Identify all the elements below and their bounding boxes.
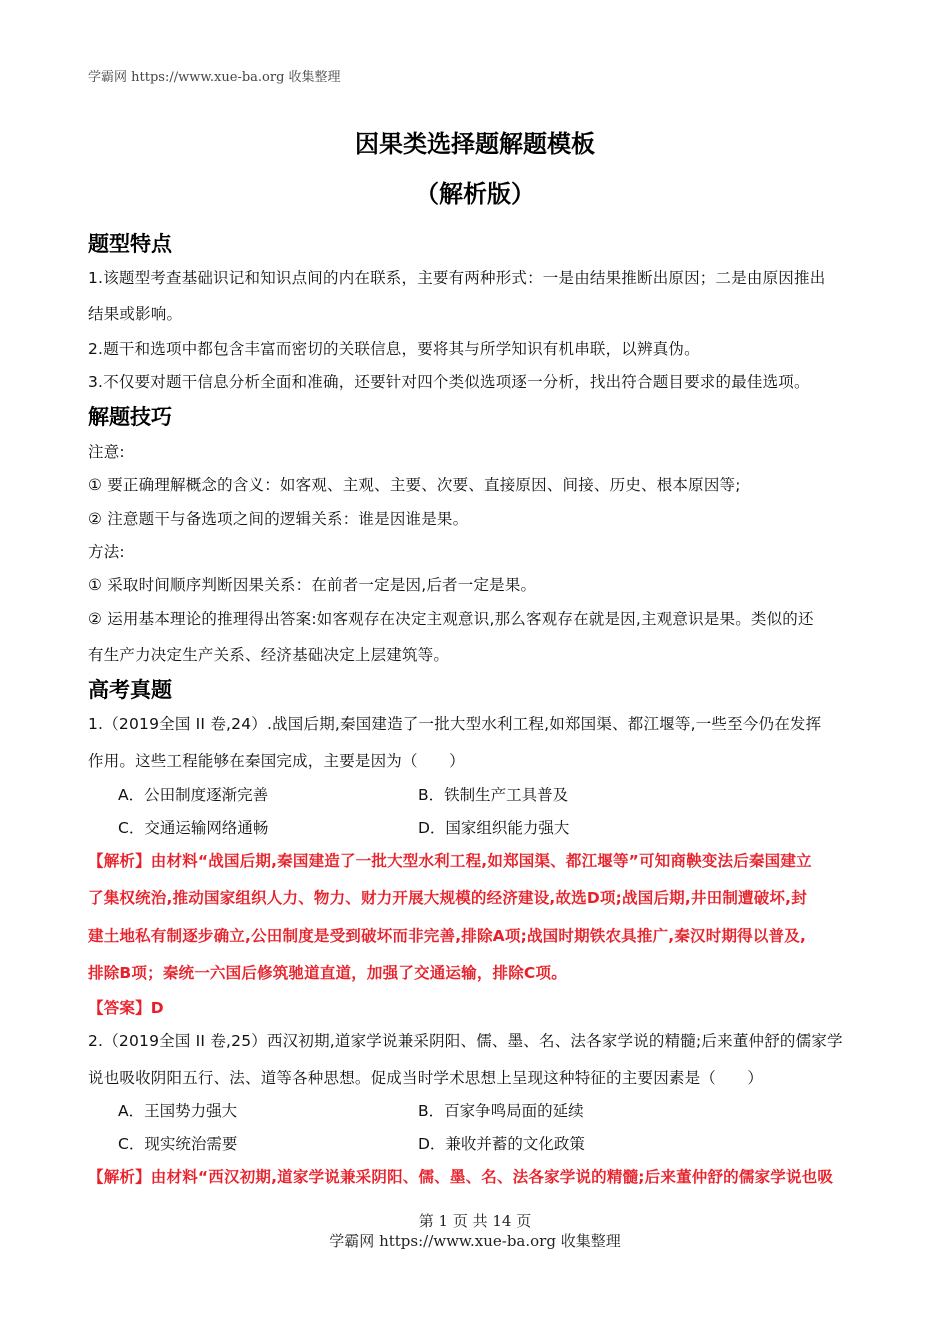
paragraph-line: ① 采取时间顺序判断因果关系：在前者一定是因,后者一定是果。 [88,576,537,594]
question-1-option-c: C．交通运输网络通畅 [118,819,269,837]
question-1-stem: 作用。这些工程能够在秦国完成，主要是因为（ ） [88,752,465,770]
section-heading-exam-questions: 高考真题 [88,678,172,702]
paragraph-line: 结果或影响。 [88,305,183,323]
question-1-analysis: 了集权统治,推动国家组织人力、物力、财力开展大规模的经济建设,故选D项;战国后期,井田制遭破坏,封 [88,889,807,907]
section-heading-features: 题型特点 [88,232,172,256]
question-1-stem: 1.（2019全国 II 卷,24）.战国后期,秦国建造了一批大型水利工程,如郑国渠、都江堰等,一些至今仍在发挥 [88,715,822,733]
question-2-option-a: A．王国势力强大 [118,1102,238,1120]
paragraph-line: 3.不仅要对题干信息分析全面和准确，还要针对四个类似选项逐一分析，找出符合题目要求的最佳选项。 [88,373,810,391]
footer-source-note: 学霸网 https://www.xue-ba.org 收集整理 [329,1232,621,1250]
page-subtitle: （解析版） [415,180,535,208]
question-1-analysis: 【解析】由材料“战国后期,秦国建造了一批大型水利工程,如郑国渠、都江堰等”可知商鞅变法后秦国建立 [88,852,812,870]
paragraph-line: 1.该题型考查基础识记和知识点间的内在联系，主要有两种形式：一是由结果推断出原因；二是由原因推出 [88,269,826,287]
question-2-option-c: C．现实统治需要 [118,1135,238,1153]
question-1-option-d: D．国家组织能力强大 [418,819,570,837]
paragraph-line: 2.题干和选项中都包含丰富而密切的关联信息，要将其与所学知识有机串联，以辨真伪。 [88,340,700,358]
paragraph-line: ② 注意题干与备选项之间的逻辑关系：谁是因谁是果。 [88,510,469,528]
paragraph-line: ① 要正确理解概念的含义：如客观、主观、主要、次要、直接原因、间接、历史、根本原因等; [88,476,741,494]
page-title: 因果类选择题解题模板 [355,130,595,158]
paragraph-line: 方法: [88,543,125,561]
question-2-option-b: B．百家争鸣局面的延续 [418,1102,584,1120]
paragraph-line: 注意: [88,443,125,461]
question-2-stem: 说也吸收阴阳五行、法、道等各种思想。促成当时学术思想上呈现这种特征的主要因素是（ ） [88,1069,764,1087]
question-2-analysis: 【解析】由材料“西汉初期,道家学说兼采阴阳、儒、墨、名、法各家学说的精髓;后来董仲舒的儒家学说也吸 [88,1168,834,1186]
section-heading-techniques: 解题技巧 [88,405,172,429]
question-1-option-a: A．公田制度逐渐完善 [118,786,269,804]
question-1-option-b: B．铁制生产工具普及 [418,786,569,804]
question-2-stem: 2.（2019全国 II 卷,25）西汉初期,道家学说兼采阴阳、儒、墨、名、法各家学说的精髓;后来董仲舒的儒家学 [88,1032,843,1050]
question-2-option-d: D．兼收并蓄的文化政策 [418,1135,585,1153]
question-1-analysis: 建土地私有制逐步确立,公田制度是受到破坏而非完善,排除A项;战国时期铁农具推广,秦汉时期得以普及, [88,927,807,945]
paragraph-line: ② 运用基本理论的推理得出答案:如客观存在决定主观意识,那么客观存在就是因,主观意识是果。类似的还 [88,610,814,628]
question-1-answer: 【答案】D [88,999,164,1017]
paragraph-line: 有生产力决定生产关系、经济基础决定上层建筑等。 [88,646,450,664]
header-source-note: 学霸网 https://www.xue-ba.org 收集整理 [88,70,341,85]
question-1-analysis: 排除B项；秦统一六国后修筑驰道直道，加强了交通运输，排除C项。 [88,964,567,982]
page-number: 第 1 页 共 14 页 [418,1212,532,1230]
